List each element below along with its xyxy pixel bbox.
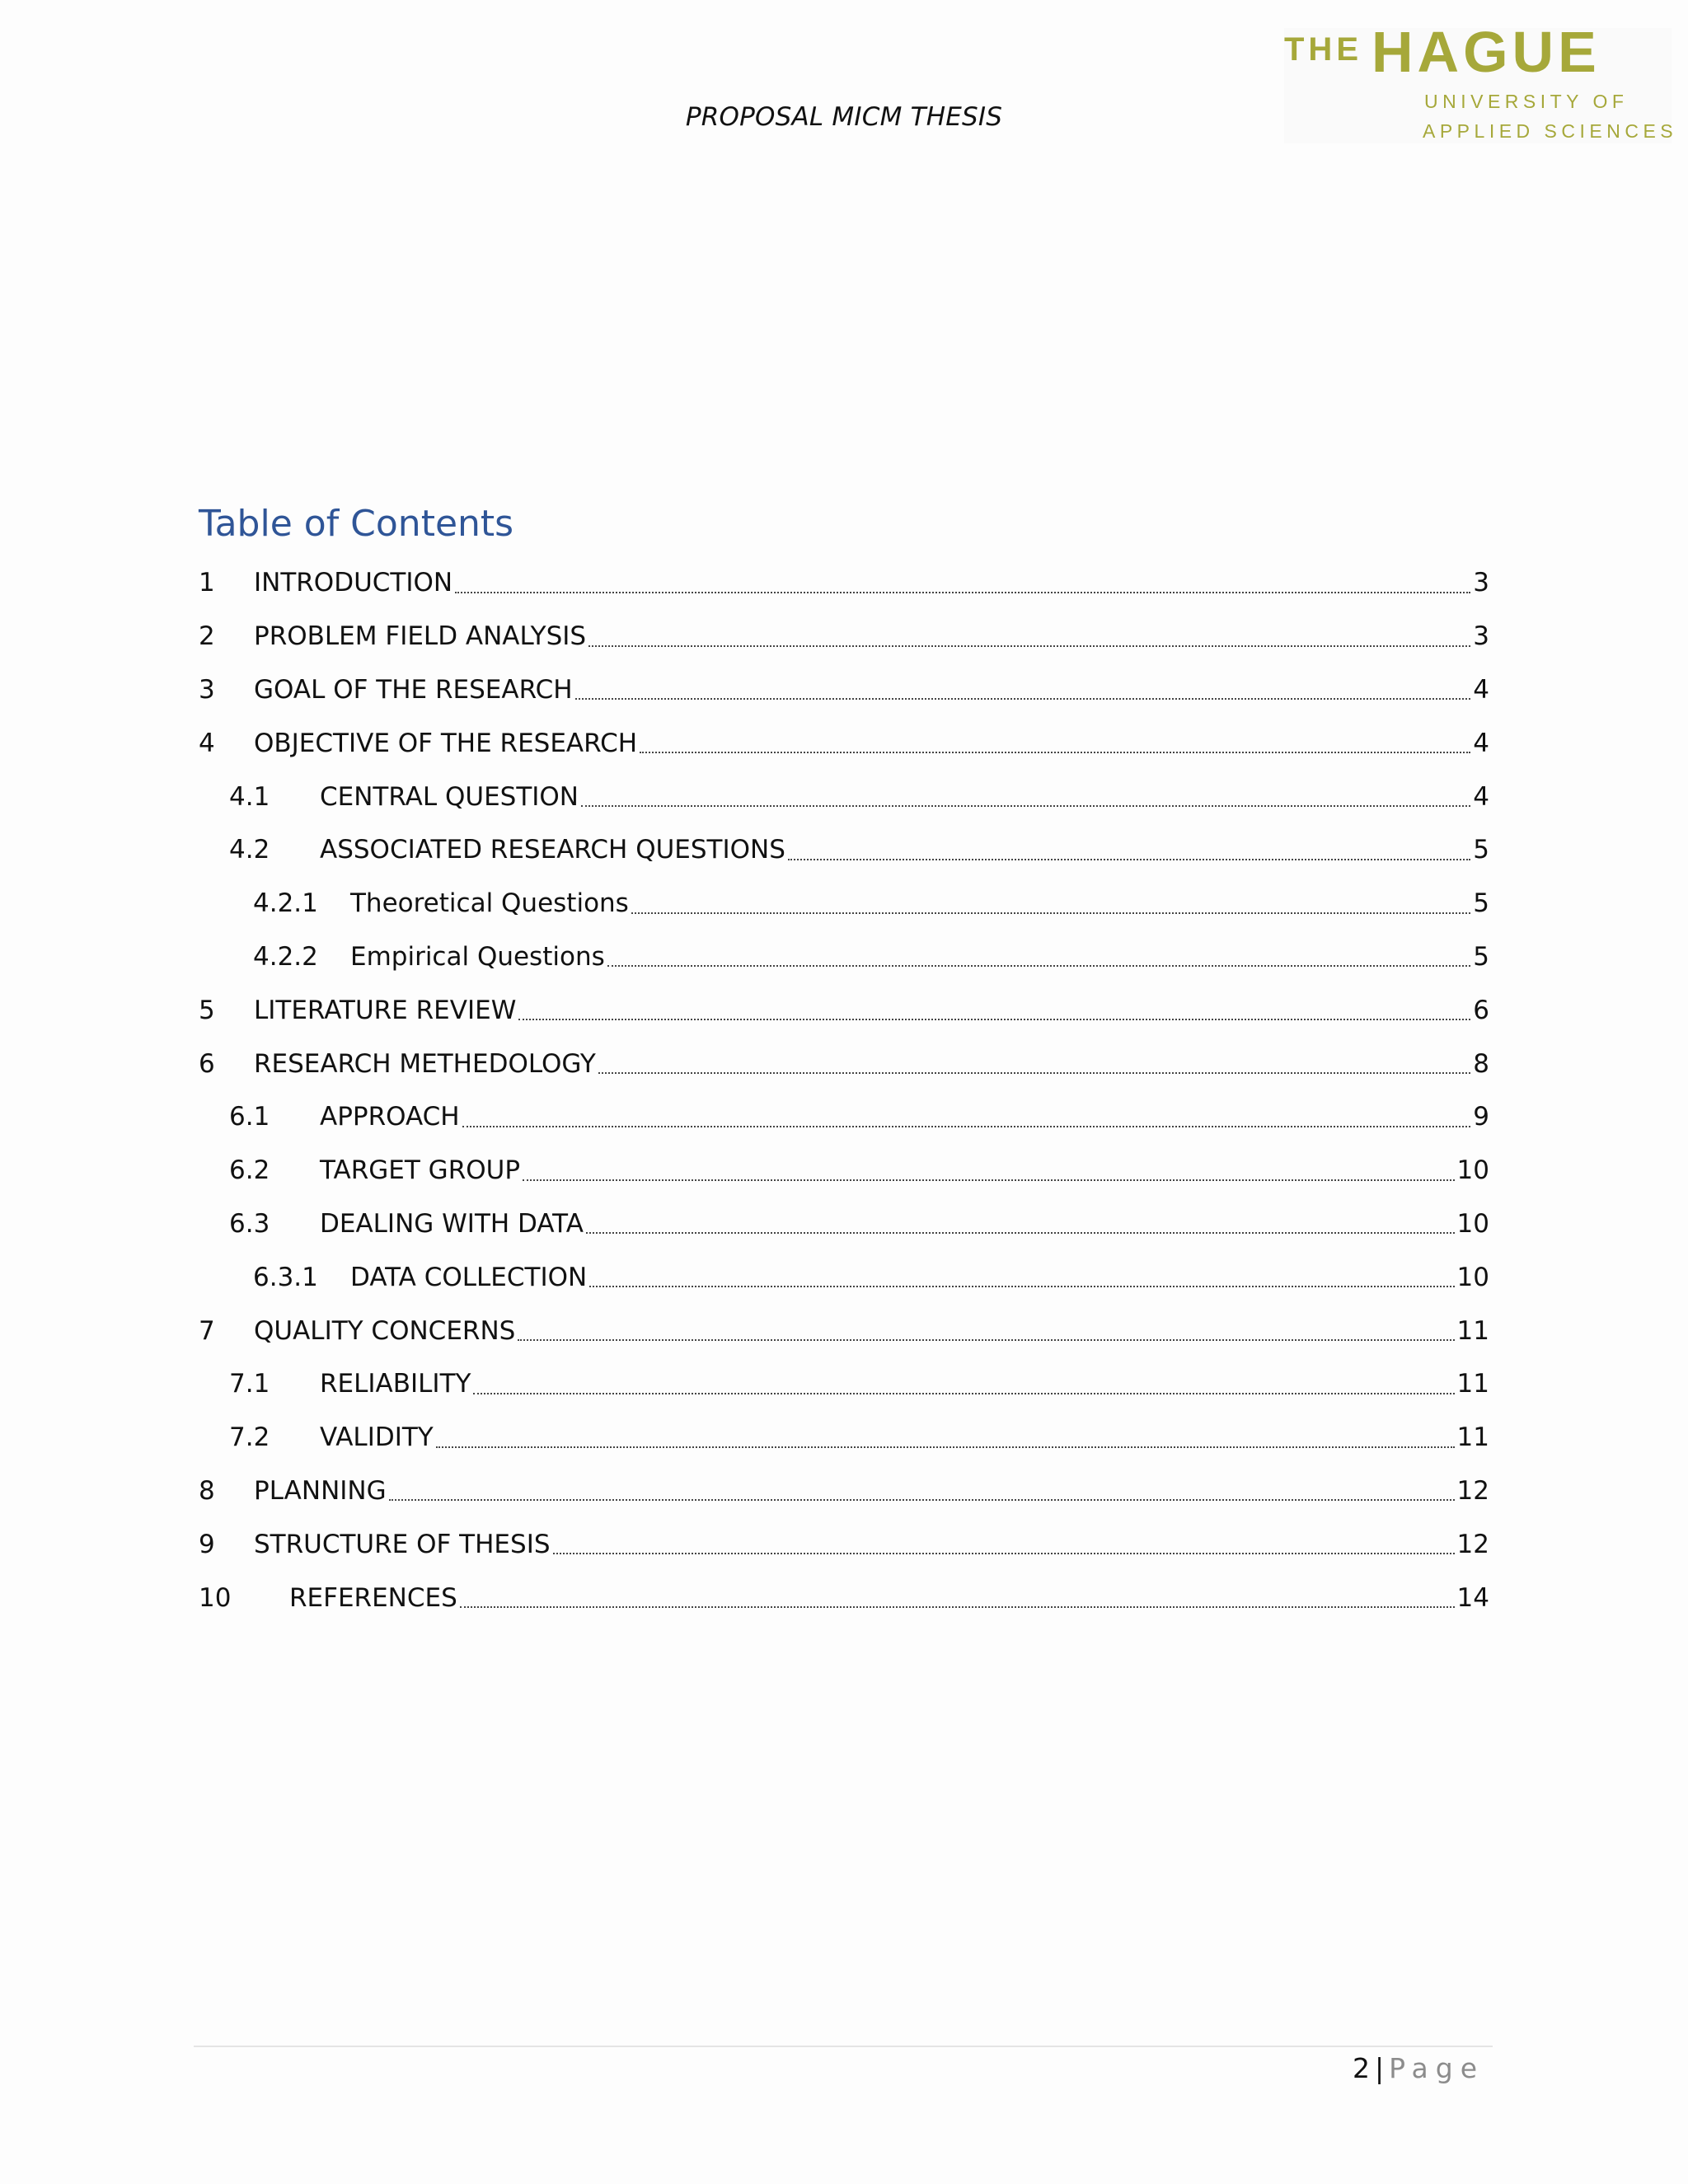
toc-entry-title: INTRODUCTION [254, 568, 453, 598]
toc-entry-page: 4 [1473, 728, 1489, 758]
toc-entry[interactable] [199, 1090, 1489, 1144]
toc-entry-page: 11 [1456, 1422, 1489, 1453]
toc-entry-page: 5 [1473, 888, 1489, 919]
toc-entry[interactable] [199, 823, 1489, 877]
toc-entry-page: 12 [1456, 1475, 1489, 1506]
toc-entry[interactable] [199, 1411, 1489, 1465]
toc-entry-number: 7 [199, 1315, 215, 1346]
toc-entry-page: 5 [1473, 835, 1489, 865]
toc-dot-leader [523, 1179, 1455, 1181]
toc-entry-page: 9 [1473, 1102, 1489, 1132]
toc-entry-number: 9 [199, 1529, 215, 1559]
toc-entry-title: Theoretical Questions [350, 888, 629, 919]
toc-entry-title: DEALING WITH DATA [320, 1208, 584, 1239]
toc-entry-title: OBJECTIVE OF THE RESEARCH [254, 728, 638, 758]
toc-dot-leader [589, 1286, 1454, 1287]
toc-dot-leader [631, 912, 1470, 914]
footer-separator: | [1374, 2052, 1385, 2084]
toc-dot-leader [788, 859, 1470, 860]
logo-line-university: UNIVERSITY OF [1424, 91, 1629, 112]
toc-entry-title: LITERATURE REVIEW [254, 995, 517, 1025]
toc-entry-number: 8 [199, 1475, 215, 1506]
toc-entry-number: 4 [199, 728, 215, 758]
page-footer [1353, 2052, 1484, 2084]
toc-entry[interactable] [199, 1465, 1489, 1518]
page-number: 2 [1352, 2052, 1370, 2084]
toc-entry-page: 12 [1456, 1529, 1489, 1559]
toc-entry-page: 10 [1456, 1262, 1489, 1292]
toc-dot-leader [575, 698, 1471, 700]
toc-entry-page: 14 [1456, 1582, 1489, 1613]
table-of-contents [199, 556, 1489, 1624]
toc-entry[interactable] [199, 1571, 1489, 1624]
logo-hague: HAGUE [1372, 20, 1601, 84]
logo-line-applied-sciences: APPLIED SCIENCES [1423, 120, 1678, 142]
toc-entry-title: PLANNING [254, 1475, 387, 1506]
toc-dot-leader [460, 1606, 1455, 1608]
toc-entry-number: 1 [199, 568, 215, 598]
toc-entry-title: VALIDITY [320, 1422, 434, 1453]
toc-entry-number: 10 [199, 1582, 232, 1613]
toc-dot-leader [607, 965, 1471, 967]
toc-entry-number: 6.1 [229, 1102, 270, 1132]
toc-entry-page: 4 [1473, 674, 1489, 705]
toc-dot-leader [588, 645, 1470, 647]
toc-entry-number: 7.2 [229, 1422, 270, 1453]
toc-entry-title: TARGET GROUP [320, 1155, 521, 1186]
toc-entry-page: 3 [1473, 568, 1489, 598]
toc-entry-number: 4.2.1 [253, 888, 318, 919]
toc-entry[interactable] [199, 983, 1489, 1037]
toc-entry[interactable] [199, 1250, 1489, 1304]
toc-dot-leader [462, 1126, 1471, 1127]
toc-entry[interactable] [199, 663, 1489, 717]
toc-entry[interactable] [199, 1197, 1489, 1251]
toc-entry[interactable] [199, 770, 1489, 823]
toc-entry[interactable] [199, 556, 1489, 610]
toc-dot-leader [553, 1553, 1455, 1554]
toc-dot-leader [518, 1019, 1470, 1020]
toc-entry-title: REFERENCES [289, 1582, 457, 1613]
toc-dot-leader [640, 752, 1470, 753]
toc-dot-leader [473, 1393, 1454, 1394]
toc-entry[interactable] [199, 610, 1489, 663]
toc-entry-page: 11 [1456, 1369, 1489, 1399]
toc-entry[interactable] [199, 877, 1489, 930]
toc-entry-number: 4.2.2 [253, 941, 318, 972]
toc-entry-title: DATA COLLECTION [350, 1262, 588, 1292]
toc-entry-title: RELIABILITY [320, 1369, 471, 1399]
toc-entry-number: 6.3.1 [253, 1262, 318, 1292]
toc-entry-page: 4 [1473, 781, 1489, 812]
toc-entry-number: 3 [199, 674, 215, 705]
toc-dot-leader [518, 1339, 1454, 1341]
toc-entry[interactable] [199, 1517, 1489, 1571]
toc-entry-number: 4.1 [229, 781, 270, 812]
page-label: Page [1389, 2052, 1484, 2084]
toc-dot-leader [436, 1446, 1455, 1448]
toc-entry-title: Empirical Questions [350, 941, 605, 972]
toc-entry[interactable] [199, 1357, 1489, 1411]
toc-entry-title: CENTRAL QUESTION [320, 781, 579, 812]
toc-entry-number: 6.3 [229, 1208, 270, 1239]
toc-entry-title: STRUCTURE OF THESIS [254, 1529, 551, 1559]
toc-entry-number: 7.1 [229, 1369, 270, 1399]
toc-entry-title: QUALITY CONCERNS [254, 1315, 516, 1346]
university-logo [1284, 20, 1678, 143]
toc-entry[interactable] [199, 930, 1489, 984]
toc-entry[interactable] [199, 1037, 1489, 1090]
toc-entry-page: 11 [1456, 1315, 1489, 1346]
toc-entry-number: 6 [199, 1048, 215, 1079]
toc-entry[interactable] [199, 1144, 1489, 1197]
footer-divider [194, 2046, 1493, 2047]
toc-dot-leader [586, 1232, 1455, 1234]
toc-entry-title: GOAL OF THE RESEARCH [254, 674, 573, 705]
toc-entry-page: 10 [1456, 1155, 1489, 1186]
toc-entry[interactable] [199, 716, 1489, 770]
toc-entry-number: 4.2 [229, 835, 270, 865]
toc-entry-number: 6.2 [229, 1155, 270, 1186]
toc-entry-title: PROBLEM FIELD ANALYSIS [254, 621, 587, 652]
toc-entry-title: APPROACH [320, 1102, 460, 1132]
toc-entry-page: 3 [1473, 621, 1489, 652]
toc-entry-title: ASSOCIATED RESEARCH QUESTIONS [320, 835, 785, 865]
toc-entry-page: 8 [1473, 1048, 1489, 1079]
toc-entry-number: 2 [199, 621, 215, 652]
toc-entry-page: 10 [1456, 1208, 1489, 1239]
toc-entry-number: 5 [199, 995, 215, 1025]
toc-dot-leader [581, 805, 1470, 807]
toc-dot-leader [455, 592, 1470, 593]
toc-dot-leader [598, 1072, 1470, 1074]
logo-the: THE [1284, 31, 1362, 68]
toc-heading: Table of Contents [199, 503, 514, 545]
toc-entry-page: 6 [1473, 995, 1489, 1025]
toc-entry-title: RESEARCH METHEDOLOGY [254, 1048, 596, 1079]
toc-entry[interactable] [199, 1304, 1489, 1357]
running-header: PROPOSAL MICM THESIS [685, 102, 1003, 132]
toc-dot-leader [389, 1499, 1455, 1501]
toc-entry-page: 5 [1473, 941, 1489, 972]
